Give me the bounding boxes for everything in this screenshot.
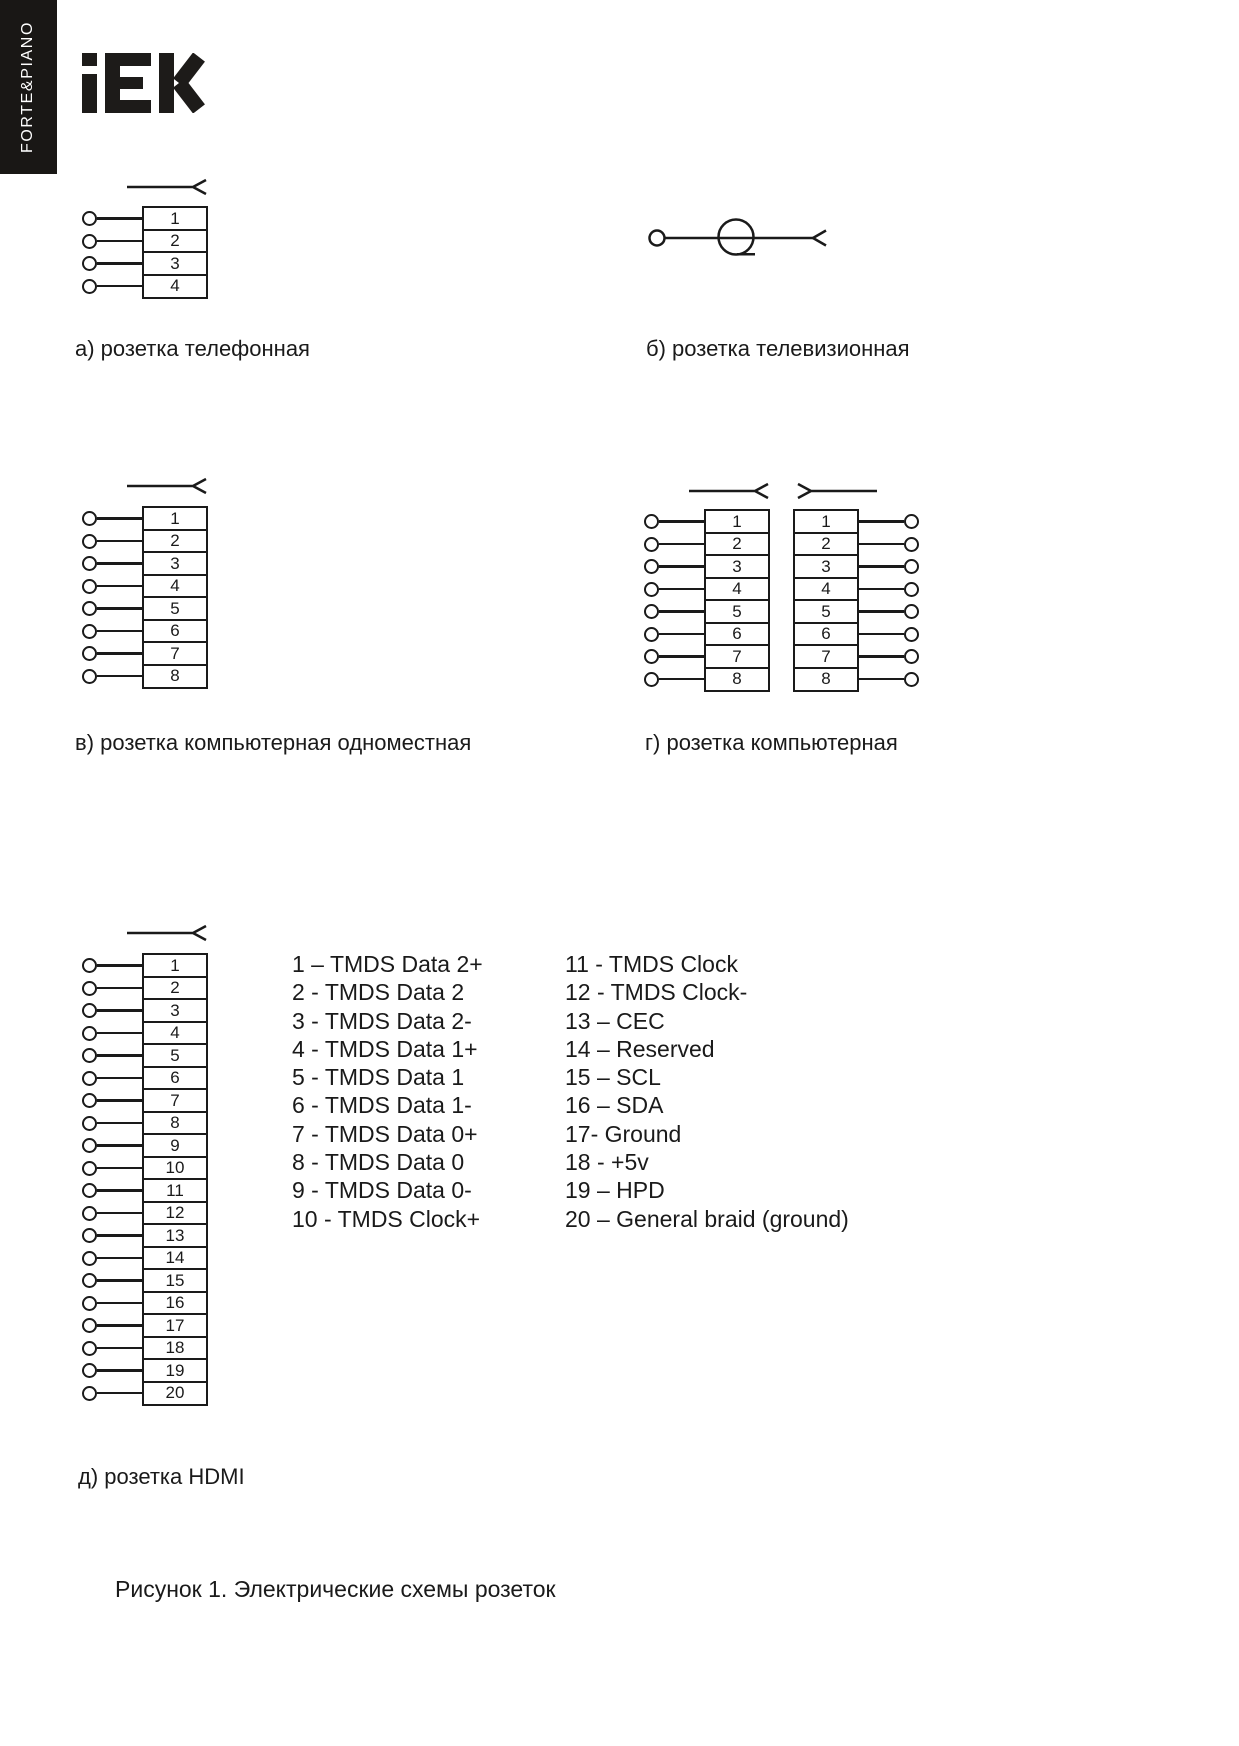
- pin-number: 6: [170, 1068, 180, 1087]
- hdmi-pin-legend-right: [565, 951, 849, 1234]
- wire-line: [859, 678, 904, 681]
- hdmi-pin-label: 4 - TMDS Data 1+: [292, 1035, 478, 1062]
- pin-box: [793, 622, 859, 647]
- pin-row: [82, 1178, 208, 1203]
- pin-row: [82, 274, 208, 299]
- wire-line: [97, 262, 142, 265]
- pin-row: [82, 641, 208, 666]
- pin-row: [82, 1358, 208, 1383]
- hdmi-pin-label: 18 - +5v: [565, 1149, 649, 1176]
- pin-row: [793, 554, 919, 579]
- wire-line: [97, 675, 142, 678]
- pin-rows-computer-dual-left: [644, 509, 770, 692]
- pin-number: 13: [165, 1225, 185, 1245]
- terminal-circle-icon: [82, 556, 97, 571]
- pin-number: 8: [821, 669, 831, 688]
- wire-line: [97, 1167, 142, 1170]
- hdmi-pin-label: 16 – SDA: [565, 1092, 664, 1119]
- pin-row: [82, 1021, 208, 1046]
- wire-line: [659, 678, 704, 681]
- pin-box: [142, 1246, 208, 1271]
- wire-line: [97, 1054, 142, 1057]
- pin-row: [82, 1268, 208, 1293]
- hdmi-pin-label: 6 - TMDS Data 1-: [292, 1092, 472, 1119]
- terminal-circle-icon: [644, 627, 659, 642]
- terminal-circle-icon: [82, 1116, 97, 1131]
- pin-row: [793, 644, 919, 669]
- pin-box: [704, 509, 770, 534]
- pin-box: [704, 644, 770, 669]
- pin-number: 11: [166, 1180, 184, 1200]
- pin-row: [82, 664, 208, 689]
- terminal-circle-icon: [82, 1251, 97, 1266]
- pin-number: 4: [170, 576, 180, 595]
- pin-box: [793, 554, 859, 579]
- tv-socket-symbol: [645, 212, 835, 264]
- pin-box: [142, 976, 208, 1001]
- terminal-circle-icon: [82, 511, 97, 526]
- hdmi-pin-label: 17- Ground: [565, 1120, 682, 1147]
- pin-row: [793, 622, 919, 647]
- pin-box: [142, 1336, 208, 1361]
- cable-arrow-icon: [127, 924, 209, 942]
- terminal-circle-icon: [82, 579, 97, 594]
- terminal-circle-icon: [82, 1386, 97, 1401]
- pin-number: 8: [732, 669, 742, 688]
- pin-box: [793, 577, 859, 602]
- pin-number: 12: [165, 1203, 185, 1222]
- terminal-circle-icon: [82, 1206, 97, 1221]
- terminal-circle-icon: [82, 1318, 97, 1333]
- pin-number: 8: [170, 666, 180, 685]
- wire-line: [97, 1189, 142, 1192]
- pin-number: 14: [165, 1248, 185, 1267]
- hdmi-pin-label: 20 – General braid (ground): [565, 1205, 849, 1232]
- pin-number: 4: [170, 1023, 180, 1042]
- hdmi-pin-label: 1 – TMDS Data 2+: [292, 951, 483, 977]
- pin-box: [142, 1268, 208, 1293]
- wire-line: [97, 240, 142, 243]
- pin-row: [82, 1336, 208, 1361]
- pin-box: [142, 1201, 208, 1226]
- wire-line: [97, 1099, 142, 1102]
- pin-box: [793, 509, 859, 534]
- pin-rows-computer-single: [82, 506, 208, 689]
- pin-box: [142, 1111, 208, 1136]
- pin-box: [793, 532, 859, 557]
- pin-row: [793, 577, 919, 602]
- wire-line: [97, 1032, 142, 1035]
- terminal-circle-icon: [904, 672, 919, 687]
- pin-row: [644, 667, 770, 692]
- pin-number: 20: [165, 1383, 185, 1402]
- pin-number: 15: [165, 1270, 185, 1290]
- wire-line: [97, 1347, 142, 1350]
- pin-number: 3: [170, 553, 180, 573]
- pin-number: 5: [821, 601, 831, 621]
- caption-computer-single: в) розетка компьютерная одноместная: [75, 730, 472, 755]
- pin-box: [142, 251, 208, 276]
- pin-number: 2: [170, 531, 180, 550]
- pin-box: [142, 953, 208, 978]
- wire-line: [97, 1009, 142, 1012]
- pin-box: [142, 1156, 208, 1181]
- pin-box: [142, 1088, 208, 1113]
- pin-row: [82, 551, 208, 576]
- figure-caption: Рисунок 1. Электрические схемы розеток: [115, 1576, 556, 1602]
- wire-line: [659, 543, 704, 546]
- terminal-circle-icon: [82, 1296, 97, 1311]
- hdmi-pin-label: 5 - TMDS Data 1: [292, 1064, 465, 1091]
- hdmi-pin-label: 3 - TMDS Data 2-: [292, 1007, 472, 1034]
- caption-tv: б) розетка телевизионная: [646, 336, 910, 361]
- terminal-circle-icon: [904, 649, 919, 664]
- pin-box: [793, 644, 859, 669]
- pin-box: [793, 667, 859, 692]
- terminal-circle-icon: [904, 537, 919, 552]
- wire-line: [97, 987, 142, 990]
- wire-line: [97, 1122, 142, 1125]
- pin-number: 3: [170, 253, 180, 273]
- cable-arrow-icon: [795, 482, 877, 500]
- pin-box: [704, 599, 770, 624]
- pin-row: [82, 1043, 208, 1068]
- terminal-circle-icon: [82, 1003, 97, 1018]
- wire-line: [659, 520, 704, 523]
- pin-row: [82, 976, 208, 1001]
- pin-number: 4: [732, 579, 742, 598]
- terminal-circle-icon: [82, 669, 97, 684]
- pin-row: [82, 1156, 208, 1181]
- pin-box: [142, 1133, 208, 1158]
- wire-line: [97, 1392, 142, 1395]
- terminal-circle-icon: [82, 534, 97, 549]
- terminal-circle-icon: [82, 1228, 97, 1243]
- terminal-circle-icon: [82, 1273, 97, 1288]
- pin-row: [82, 229, 208, 254]
- terminal-circle-icon: [82, 981, 97, 996]
- pin-row: [644, 577, 770, 602]
- pin-row: [82, 596, 208, 621]
- pin-box: [142, 1021, 208, 1046]
- pin-box: [142, 1313, 208, 1338]
- terminal-circle-icon: [82, 1161, 97, 1176]
- pin-box: [142, 1066, 208, 1091]
- terminal-circle-icon: [82, 1026, 97, 1041]
- wire-line: [97, 1234, 142, 1237]
- hdmi-pin-label: 8 - TMDS Data 0: [292, 1149, 465, 1176]
- pin-box: [704, 577, 770, 602]
- pin-row: [82, 206, 208, 231]
- wire-line: [859, 610, 904, 613]
- pin-box: [142, 206, 208, 231]
- pin-number: 6: [170, 621, 180, 640]
- wire-line: [97, 1257, 142, 1260]
- pin-box: [142, 1381, 208, 1406]
- pin-row: [793, 509, 919, 534]
- pin-number: 2: [732, 534, 742, 553]
- terminal-circle-icon: [82, 1093, 97, 1108]
- pin-number: 3: [170, 1000, 180, 1020]
- pin-row: [82, 1313, 208, 1338]
- wire-line: [97, 540, 142, 543]
- wire-line: [97, 652, 142, 655]
- pin-box: [142, 664, 208, 689]
- pin-row: [82, 1088, 208, 1113]
- pin-number: 7: [821, 646, 831, 666]
- pin-box: [142, 274, 208, 299]
- hdmi-pin-label: 13 – CEC: [565, 1007, 665, 1034]
- terminal-circle-icon: [82, 234, 97, 249]
- caption-computer-dual: г) розетка компьютерная: [645, 730, 898, 755]
- pin-row: [793, 667, 919, 692]
- pin-number: 5: [732, 601, 742, 621]
- pin-number: 5: [170, 1045, 180, 1065]
- terminal-circle-icon: [904, 627, 919, 642]
- wire-line: [97, 517, 142, 520]
- pin-row: [644, 509, 770, 534]
- terminal-circle-icon: [82, 601, 97, 616]
- pin-number: 7: [170, 1090, 180, 1110]
- pin-number: 3: [821, 556, 831, 576]
- wire-line: [97, 1279, 142, 1282]
- pin-number: 2: [170, 978, 180, 997]
- terminal-circle-icon: [644, 559, 659, 574]
- terminal-circle-icon: [82, 1138, 97, 1153]
- pin-row: [82, 998, 208, 1023]
- pin-box: [142, 998, 208, 1023]
- terminal-circle-icon: [82, 1183, 97, 1198]
- pin-number: 4: [170, 276, 180, 295]
- wire-line: [859, 633, 904, 636]
- wire-line: [659, 588, 704, 591]
- pin-box: [142, 1178, 208, 1203]
- pin-number: 2: [170, 231, 180, 250]
- wire-line: [97, 607, 142, 610]
- pin-row: [644, 599, 770, 624]
- pin-row: [82, 1291, 208, 1316]
- pin-rows-computer-dual-right: [793, 509, 919, 692]
- wire-line: [97, 630, 142, 633]
- pin-box: [142, 574, 208, 599]
- pin-row: [82, 1133, 208, 1158]
- terminal-circle-icon: [82, 624, 97, 639]
- pin-number: 6: [821, 624, 831, 643]
- hdmi-pin-label: 9 - TMDS Data 0-: [292, 1177, 472, 1204]
- pin-rows-hdmi: [82, 953, 208, 1406]
- terminal-circle-icon: [904, 514, 919, 529]
- pin-box: [142, 619, 208, 644]
- pin-row: [82, 1223, 208, 1248]
- pin-number: 16: [165, 1293, 185, 1312]
- wire-line: [97, 217, 142, 220]
- wire-line: [97, 585, 142, 588]
- pin-row: [644, 532, 770, 557]
- pin-number: 10: [165, 1158, 185, 1177]
- terminal-circle-icon: [82, 1341, 97, 1356]
- terminal-circle-icon: [82, 958, 97, 973]
- pin-row: [82, 251, 208, 276]
- wire-line: [97, 1144, 142, 1147]
- pin-number: 1: [170, 955, 180, 975]
- wire-line: [97, 285, 142, 288]
- pin-row: [82, 953, 208, 978]
- hdmi-pin-legend-left: [292, 951, 483, 1234]
- pin-number: 1: [170, 508, 180, 528]
- terminal-circle-icon: [644, 514, 659, 529]
- hdmi-pin-label: 2 - TMDS Data 2: [292, 979, 465, 1006]
- pin-number: 8: [170, 1113, 180, 1132]
- pin-number: 5: [170, 598, 180, 618]
- terminal-circle-icon: [904, 604, 919, 619]
- pin-number: 1: [732, 511, 742, 531]
- pin-number: 17: [165, 1315, 185, 1335]
- pin-row: [82, 1111, 208, 1136]
- pin-box: [704, 622, 770, 647]
- wire-line: [859, 543, 904, 546]
- pin-row: [82, 529, 208, 554]
- hdmi-pin-label: 7 - TMDS Data 0+: [292, 1120, 478, 1147]
- wire-line: [659, 633, 704, 636]
- wire-line: [859, 520, 904, 523]
- terminal-circle-icon: [82, 1363, 97, 1378]
- terminal-circle-icon: [82, 1048, 97, 1063]
- pin-number: 6: [732, 624, 742, 643]
- brand-series-label: FORTE&PIANO: [19, 21, 36, 153]
- pin-number: 7: [170, 643, 180, 663]
- wire-line: [859, 588, 904, 591]
- wire-line: [97, 1212, 142, 1215]
- terminal-circle-icon: [82, 646, 97, 661]
- pin-number: 7: [732, 646, 742, 666]
- iek-logo: [82, 53, 206, 113]
- terminal-circle-icon: [644, 649, 659, 664]
- cable-arrow-icon: [127, 178, 209, 196]
- pin-row: [82, 1381, 208, 1406]
- pin-row: [644, 554, 770, 579]
- hdmi-pin-label: 14 – Reserved: [565, 1035, 715, 1062]
- wire-line: [659, 610, 704, 613]
- cable-arrow-icon: [127, 477, 209, 495]
- pin-row: [82, 1246, 208, 1271]
- pin-row: [644, 622, 770, 647]
- terminal-circle-icon: [82, 1071, 97, 1086]
- wire-line: [97, 964, 142, 967]
- pin-number: 18: [165, 1338, 185, 1357]
- pin-row: [644, 644, 770, 669]
- pin-row: [793, 532, 919, 557]
- wire-line: [859, 565, 904, 568]
- terminal-circle-icon: [644, 604, 659, 619]
- wire-line: [97, 1077, 142, 1080]
- pin-row: [82, 574, 208, 599]
- wire-line: [97, 1324, 142, 1327]
- pin-number: 1: [821, 511, 831, 531]
- pin-box: [142, 1291, 208, 1316]
- pin-number: 9: [170, 1135, 180, 1155]
- wire-line: [97, 1369, 142, 1372]
- terminal-circle-icon: [644, 672, 659, 687]
- cable-arrow-icon: [689, 482, 771, 500]
- terminal-circle-icon: [904, 559, 919, 574]
- pin-box: [142, 1358, 208, 1383]
- terminal-circle-icon: [644, 537, 659, 552]
- terminal-circle-icon: [904, 582, 919, 597]
- pin-box: [142, 1043, 208, 1068]
- pin-number: 4: [821, 579, 831, 598]
- pin-box: [704, 667, 770, 692]
- pin-box: [142, 596, 208, 621]
- hdmi-pin-label: 11 - TMDS Clock: [565, 951, 738, 977]
- terminal-circle-icon: [82, 256, 97, 271]
- wire-line: [859, 655, 904, 658]
- wire-line: [97, 1302, 142, 1305]
- pin-number: 19: [165, 1360, 185, 1380]
- wire-line: [659, 655, 704, 658]
- pin-box: [142, 506, 208, 531]
- pin-rows-telephone: [82, 206, 208, 299]
- pin-row: [82, 1201, 208, 1226]
- hdmi-pin-label: 19 – HPD: [565, 1177, 665, 1204]
- pin-number: 3: [732, 556, 742, 576]
- hdmi-pin-label: 15 – SCL: [565, 1064, 661, 1091]
- pin-box: [704, 554, 770, 579]
- terminal-circle-icon: [644, 582, 659, 597]
- pin-box: [142, 551, 208, 576]
- pin-row: [793, 599, 919, 624]
- terminal-circle-icon: [82, 279, 97, 294]
- wire-line: [97, 562, 142, 565]
- terminal-circle-icon: [82, 211, 97, 226]
- caption-telephone: а) розетка телефонная: [75, 336, 310, 361]
- pin-box: [142, 529, 208, 554]
- wire-line: [659, 565, 704, 568]
- hdmi-pin-label: 12 - TMDS Clock-: [565, 979, 748, 1006]
- pin-row: [82, 619, 208, 644]
- pin-row: [82, 1066, 208, 1091]
- pin-box: [142, 229, 208, 254]
- caption-hdmi: д) розетка HDMI: [78, 1464, 245, 1489]
- pin-box: [704, 532, 770, 557]
- pin-box: [142, 1223, 208, 1248]
- pin-box: [793, 599, 859, 624]
- hdmi-pin-label: 10 - TMDS Clock+: [292, 1205, 481, 1232]
- pin-box: [142, 641, 208, 666]
- pin-row: [82, 506, 208, 531]
- pin-number: 1: [170, 208, 180, 228]
- pin-number: 2: [821, 534, 831, 553]
